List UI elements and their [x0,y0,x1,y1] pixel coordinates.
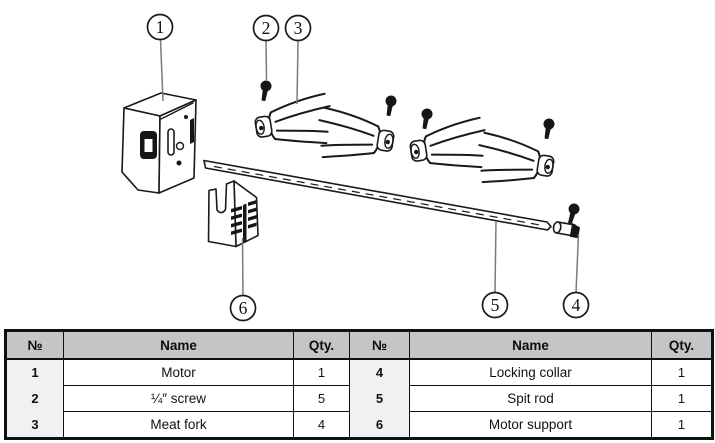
leader-line-2 [266,41,267,81]
meat-fork-1-drawing [253,93,336,153]
meat-fork-3-drawing [408,117,491,177]
thumb-screw-5 [565,202,581,225]
table-row [6,412,713,439]
callout-1 [148,15,173,40]
meat-fork-2-drawing [314,107,397,167]
col-header-qty-left: Qty. [294,331,350,360]
motor-drawing [122,93,196,193]
col-header-name-right: Name [410,331,652,360]
leader-line-3 [297,41,298,105]
parts-table-header-row [6,331,713,360]
part-no-cell: 4 [350,359,410,386]
callout-2-label: 2 [261,18,271,38]
part-no-cell: 2 [6,386,64,412]
locking-collar-drawing [552,220,580,238]
part-no-cell: 5 [350,386,410,412]
meat-fork-4-drawing [474,132,557,192]
parts-table [4,329,714,440]
thumb-screw-1 [258,80,272,102]
callout-3-label: 3 [293,18,303,38]
thumb-screw-2 [383,95,397,117]
table-row [6,359,713,386]
col-header-no-left: № [6,331,64,360]
leader-line-1 [161,40,164,102]
part-name-cell: Meat fork [64,412,294,439]
part-name-cell: Locking collar [410,359,652,386]
callout-5 [483,293,508,318]
callout-1-label: 1 [155,17,165,37]
callout-2 [254,16,279,41]
part-name-cell: Motor support [410,412,652,439]
part-qty-cell: 1 [652,386,713,412]
table-row [6,386,713,412]
part-name-cell: Motor [64,359,294,386]
leader-line-4 [576,234,579,293]
part-name-cell: ¼″ screw [64,386,294,412]
col-header-name-left: Name [64,331,294,360]
col-header-qty-right: Qty. [652,331,713,360]
col-header-no-right: № [350,331,410,360]
part-qty-cell: 1 [652,359,713,386]
part-no-cell: 6 [350,412,410,439]
leader-line-5 [495,221,496,293]
thumb-screw-4 [541,118,555,140]
leader-line-6 [243,238,244,296]
callout-6-label: 6 [238,298,248,318]
part-no-cell: 3 [6,412,64,439]
callout-4-label: 4 [571,295,581,315]
callout-3 [286,16,311,41]
callout-4 [564,293,589,318]
part-qty-cell: 1 [652,412,713,439]
thumb-screw-3 [419,108,433,130]
part-no-cell: 1 [6,359,64,386]
part-qty-cell: 1 [294,359,350,386]
callout-5-label: 5 [490,295,500,315]
part-qty-cell: 4 [294,412,350,439]
part-name-cell: Spit rod [410,386,652,412]
part-qty-cell: 5 [294,386,350,412]
motor-support-drawing [209,181,259,247]
callout-6 [231,296,256,321]
